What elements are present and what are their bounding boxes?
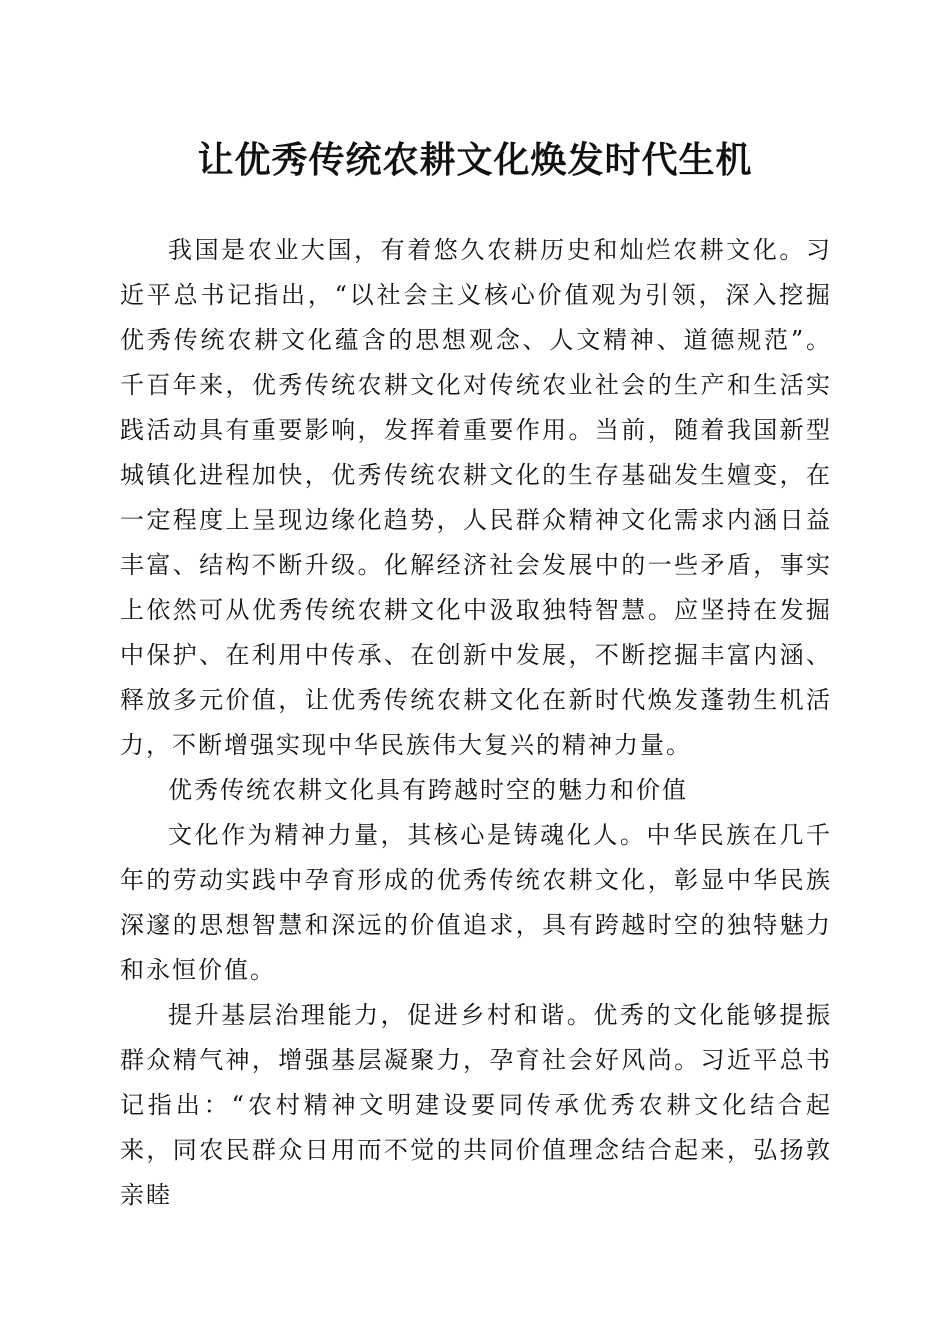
section-heading: 优秀传统农耕文化具有跨越时空的魅力和价值 [168,776,688,804]
document-title: 让优秀传统农耕文化焕发时代生机 [197,139,753,181]
paragraph-governance: 提升基层治理能力，促进乡村和谐。优秀的文化能够提振群众精气神，增强基层凝聚力，孕育社会好风尚。习近平总书记指出：“农村精神文明建设要同传承优秀农耕文化结合起来，同农民群众日用而不觉的共同价值理念结合起来，弘扬敦亲睦 [120,1001,832,1209]
paragraph-intro: 我国是农业大国，有着悠久农耕历史和灿烂农耕文化。习近平总书记指出，“以社会主义核心价值观为引领，深入挖掘优秀传统农耕文化蕴含的思想观念、人文精神、道德规范”。千百年来，优秀传统农耕文化对传统农业社会的生产和生活实践活动具有重要影响，发挥着重要作用。当前，随着我国新型城镇化进程加快，优秀传统农耕文化的生存基础发生嬗变，在一定程度上呈现边缘化趋势，人民群众精神文化需求内涵日益丰富、结构不断升级。化解经济社会发展中的一些矛盾，事实上依然可从优秀传统农耕文化中汲取独特智慧。应坚持在发掘中保护、在利用中传承、在创新中发展，不断挖掘丰富内涵、释放多元价值，让优秀传统农耕文化在新时代焕发蓬勃生机活力，不断增强实现中华民族伟大复兴的精神力量。 [120,236,832,759]
paragraph-culture: 文化作为精神力量，其核心是铸魂化人。中华民族在几千年的劳动实践中孕育形成的优秀传统农耕文化，彰显中华民族深邃的思想智慧和深远的价值追求，具有跨越时空的独特魅力和永恒价值。 [120,821,832,984]
document-body [120,228,832,1218]
